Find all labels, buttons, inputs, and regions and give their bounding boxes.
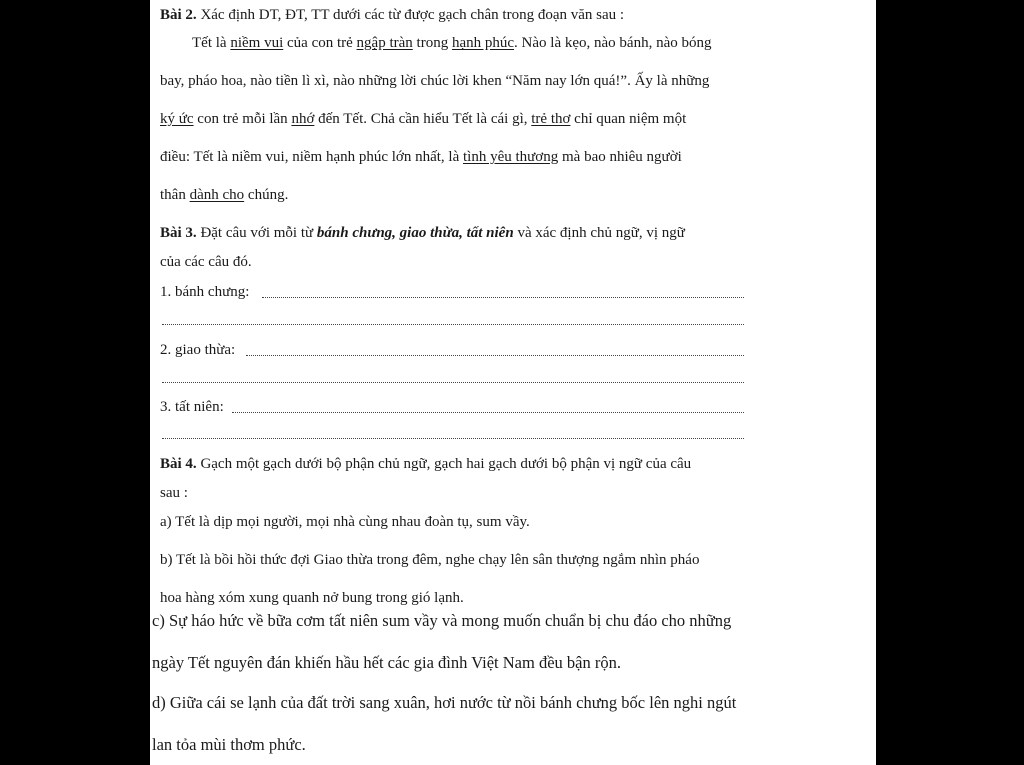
underlined-word: tình yêu thương xyxy=(463,149,559,165)
answer-line xyxy=(162,382,744,383)
bai2-paragraph-line-2: bay, pháo hoa, nào tiền lì xì, nào những lời chúc lời khen “Năm nay lớn quá!”. Ấy là những xyxy=(160,73,710,89)
answer-line xyxy=(162,438,744,439)
bai4-instruction-line-2: sau : xyxy=(160,485,188,501)
bai4-sentence-c-line-1: c) Sự háo hức về bữa cơm tất niên sum vầy và mong muốn chuẩn bị chu đáo cho những xyxy=(152,611,732,630)
bai3-item-2: 2. giao thừa: xyxy=(160,342,236,358)
underlined-word: dành cho xyxy=(189,187,245,203)
text: . Nào là kẹo, nào bánh, nào bóng xyxy=(514,35,712,51)
text: chỉ quan niệm một xyxy=(570,111,687,127)
underlined-word: ký ức xyxy=(160,111,194,127)
text: và xác định chủ ngữ, vị ngữ xyxy=(513,225,685,241)
bai3-words: bánh chưng, giao thừa, tất niên xyxy=(316,225,514,241)
bai4-sentence-c-line-2: ngày Tết nguyên đán khiến hầu hết các gia đình Việt Nam đều bận rộn. xyxy=(152,653,621,672)
bai4-heading: Bài 4. xyxy=(160,456,197,472)
bai3-instruction-line-2: của các câu đó. xyxy=(160,254,252,270)
document-page xyxy=(150,0,876,765)
text: Đặt câu với mỗi từ xyxy=(196,225,317,241)
bai4-sentence-b-line-1: b) Tết là bồi hồi thức đợi Giao thừa trong đêm, nghe chạy lên sân thượng ngắm nhìn pháo xyxy=(160,552,700,568)
bai4-sentence-b-line-2: hoa hàng xóm xung quanh nở bung trong gió lạnh. xyxy=(160,590,464,606)
text: điều: Tết là niềm vui, niềm hạnh phúc lớn nhất, là xyxy=(160,149,464,165)
bai2-paragraph-line-4 xyxy=(160,148,682,166)
bai3-item-1: 1. bánh chưng: xyxy=(160,284,250,300)
answer-line xyxy=(246,355,744,356)
underlined-word: hạnh phúc xyxy=(451,35,515,51)
answer-line xyxy=(262,297,744,298)
bai3-instruction-line xyxy=(160,224,685,242)
bai4-instruction: Gạch một gạch dưới bộ phận chủ ngữ, gạch hai gạch dưới bộ phận vị ngữ của câu xyxy=(196,456,692,472)
bai4-sentence-a: a) Tết là dịp mọi người, mọi nhà cùng nhau đoàn tụ, sum vầy. xyxy=(160,514,530,530)
bai3-heading: Bài 3. xyxy=(160,225,197,241)
text: trong xyxy=(412,35,452,51)
bai2-paragraph-line-3 xyxy=(160,110,686,128)
bai2-paragraph-line-5 xyxy=(160,186,288,204)
answer-line xyxy=(232,412,744,413)
underlined-word: niềm vui xyxy=(230,35,284,51)
bai4-instruction-line xyxy=(160,455,691,473)
text: chúng. xyxy=(244,187,289,203)
text: Tết là xyxy=(192,35,231,51)
text: mà bao nhiêu người xyxy=(558,149,682,165)
text: thân xyxy=(160,187,190,203)
text: con trẻ mỗi lần xyxy=(193,111,292,127)
bai4-sentence-d-line-1: d) Giữa cái se lạnh của đất trời sang xuân, hơi nước từ nồi bánh chưng bốc lên nghi ngút xyxy=(152,693,737,712)
bai2-instruction: Xác định DT, ĐT, TT dưới các từ được gạch chân trong đoạn văn sau : xyxy=(196,7,625,23)
text: đến Tết. Chả cần hiểu Tết là cái gì, xyxy=(314,111,532,127)
text: của con trẻ xyxy=(283,35,357,51)
underlined-word: ngập tràn xyxy=(356,35,413,51)
underlined-word: nhớ xyxy=(291,111,315,127)
bai4-sentence-d-line-2: lan tỏa mùi thơm phức. xyxy=(152,735,306,754)
bai2-instruction-line xyxy=(160,6,624,24)
underlined-word: trẻ thơ xyxy=(531,111,571,127)
answer-line xyxy=(162,324,744,325)
bai2-heading: Bài 2. xyxy=(160,7,197,23)
bai3-item-3: 3. tất niên: xyxy=(160,399,224,415)
bai2-paragraph-line-1 xyxy=(192,34,711,52)
